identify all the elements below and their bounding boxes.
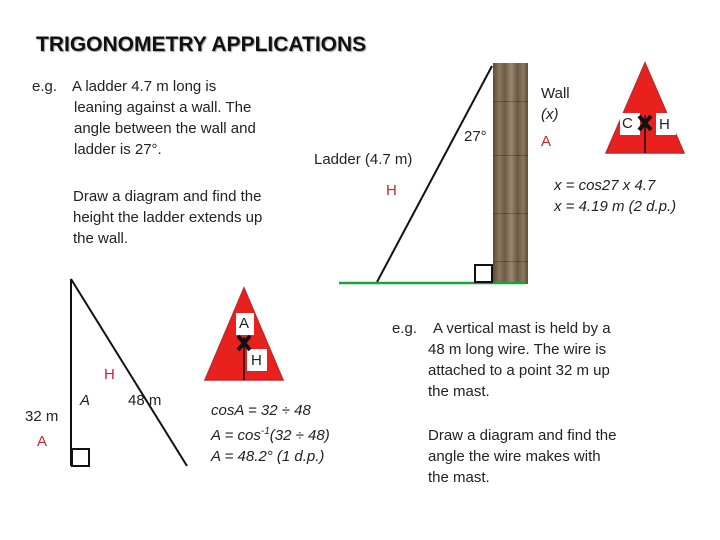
solution-inverse-superscript: -1: [260, 426, 270, 437]
example2-solution-line: [211, 421, 330, 446]
mast-right-angle-marker: [72, 449, 89, 466]
example1-task-line: Draw a diagram and find the: [73, 188, 262, 205]
wire-length-label: 48 m: [128, 392, 162, 409]
mast-length-label: 32 m: [25, 408, 59, 425]
example2-problem-line: attached to a point 32 m up: [428, 362, 610, 379]
example2-solution-line: A = 48.2° (1 d.p.): [211, 448, 325, 465]
example2-task-line: the mast.: [428, 469, 490, 486]
example1-solution: [554, 175, 676, 217]
wire-hyp-label: H: [104, 366, 115, 383]
example2-solution: [211, 400, 330, 467]
example1-task-line: the wall.: [73, 230, 129, 247]
example1-problem-line: A ladder 4.7 m long is: [72, 78, 217, 95]
ladder-label: Ladder (4.7 m): [314, 151, 413, 168]
example1-problem-line: leaning against a wall. The: [74, 99, 252, 116]
ladder-hyp-label: H: [386, 182, 397, 199]
wall-x-label: (x): [541, 106, 559, 123]
right-angle-marker: [475, 265, 492, 282]
solution-cos-prefix: A = cos: [211, 427, 261, 444]
example2-problem-line: 48 m long wire. The wire is: [428, 341, 607, 358]
example2-problem: [428, 318, 658, 402]
triangle-1-c-label: C: [622, 115, 633, 132]
example1-solution-line: x = 4.19 m (2 d.p.): [554, 198, 677, 215]
example1-eg-label: e.g.: [32, 78, 58, 95]
triangle-2-a-label: A: [239, 315, 250, 332]
example2-task-line: Draw a diagram and find the: [428, 427, 617, 444]
example1-task-line: height the ladder extends up: [73, 209, 263, 226]
ladder-line: [377, 66, 492, 282]
example2-problem-line: A vertical mast is held by a: [433, 320, 611, 337]
mast-adj-label: A: [37, 433, 48, 450]
example2-eg-label: e.g.: [392, 320, 418, 337]
angle-a-label: A: [80, 392, 91, 409]
triangle-2-h-label: H: [251, 352, 262, 369]
example2-task-line: angle the wire makes with: [428, 448, 601, 465]
angle-label: 27°: [464, 128, 487, 145]
example2-task: [428, 425, 668, 488]
wire-line: [71, 279, 187, 466]
example1-problem-line: ladder is 27°.: [74, 141, 162, 158]
example2-solution-line: cosA = 32 ÷ 48: [211, 402, 311, 419]
solution-cos-argument: (32 ÷ 48): [269, 427, 330, 444]
page-title: TRIGONOMETRY APPLICATIONS: [36, 33, 367, 56]
example2-problem-line: the mast.: [428, 383, 490, 400]
triangle-1-h-label: H: [659, 116, 670, 133]
wall-adj-label: A: [541, 133, 552, 150]
wall-label: Wall: [541, 85, 570, 102]
example1-problem-line: angle between the wall and: [74, 120, 256, 137]
example1-solution-line: x = cos27 x 4.7: [554, 177, 656, 194]
